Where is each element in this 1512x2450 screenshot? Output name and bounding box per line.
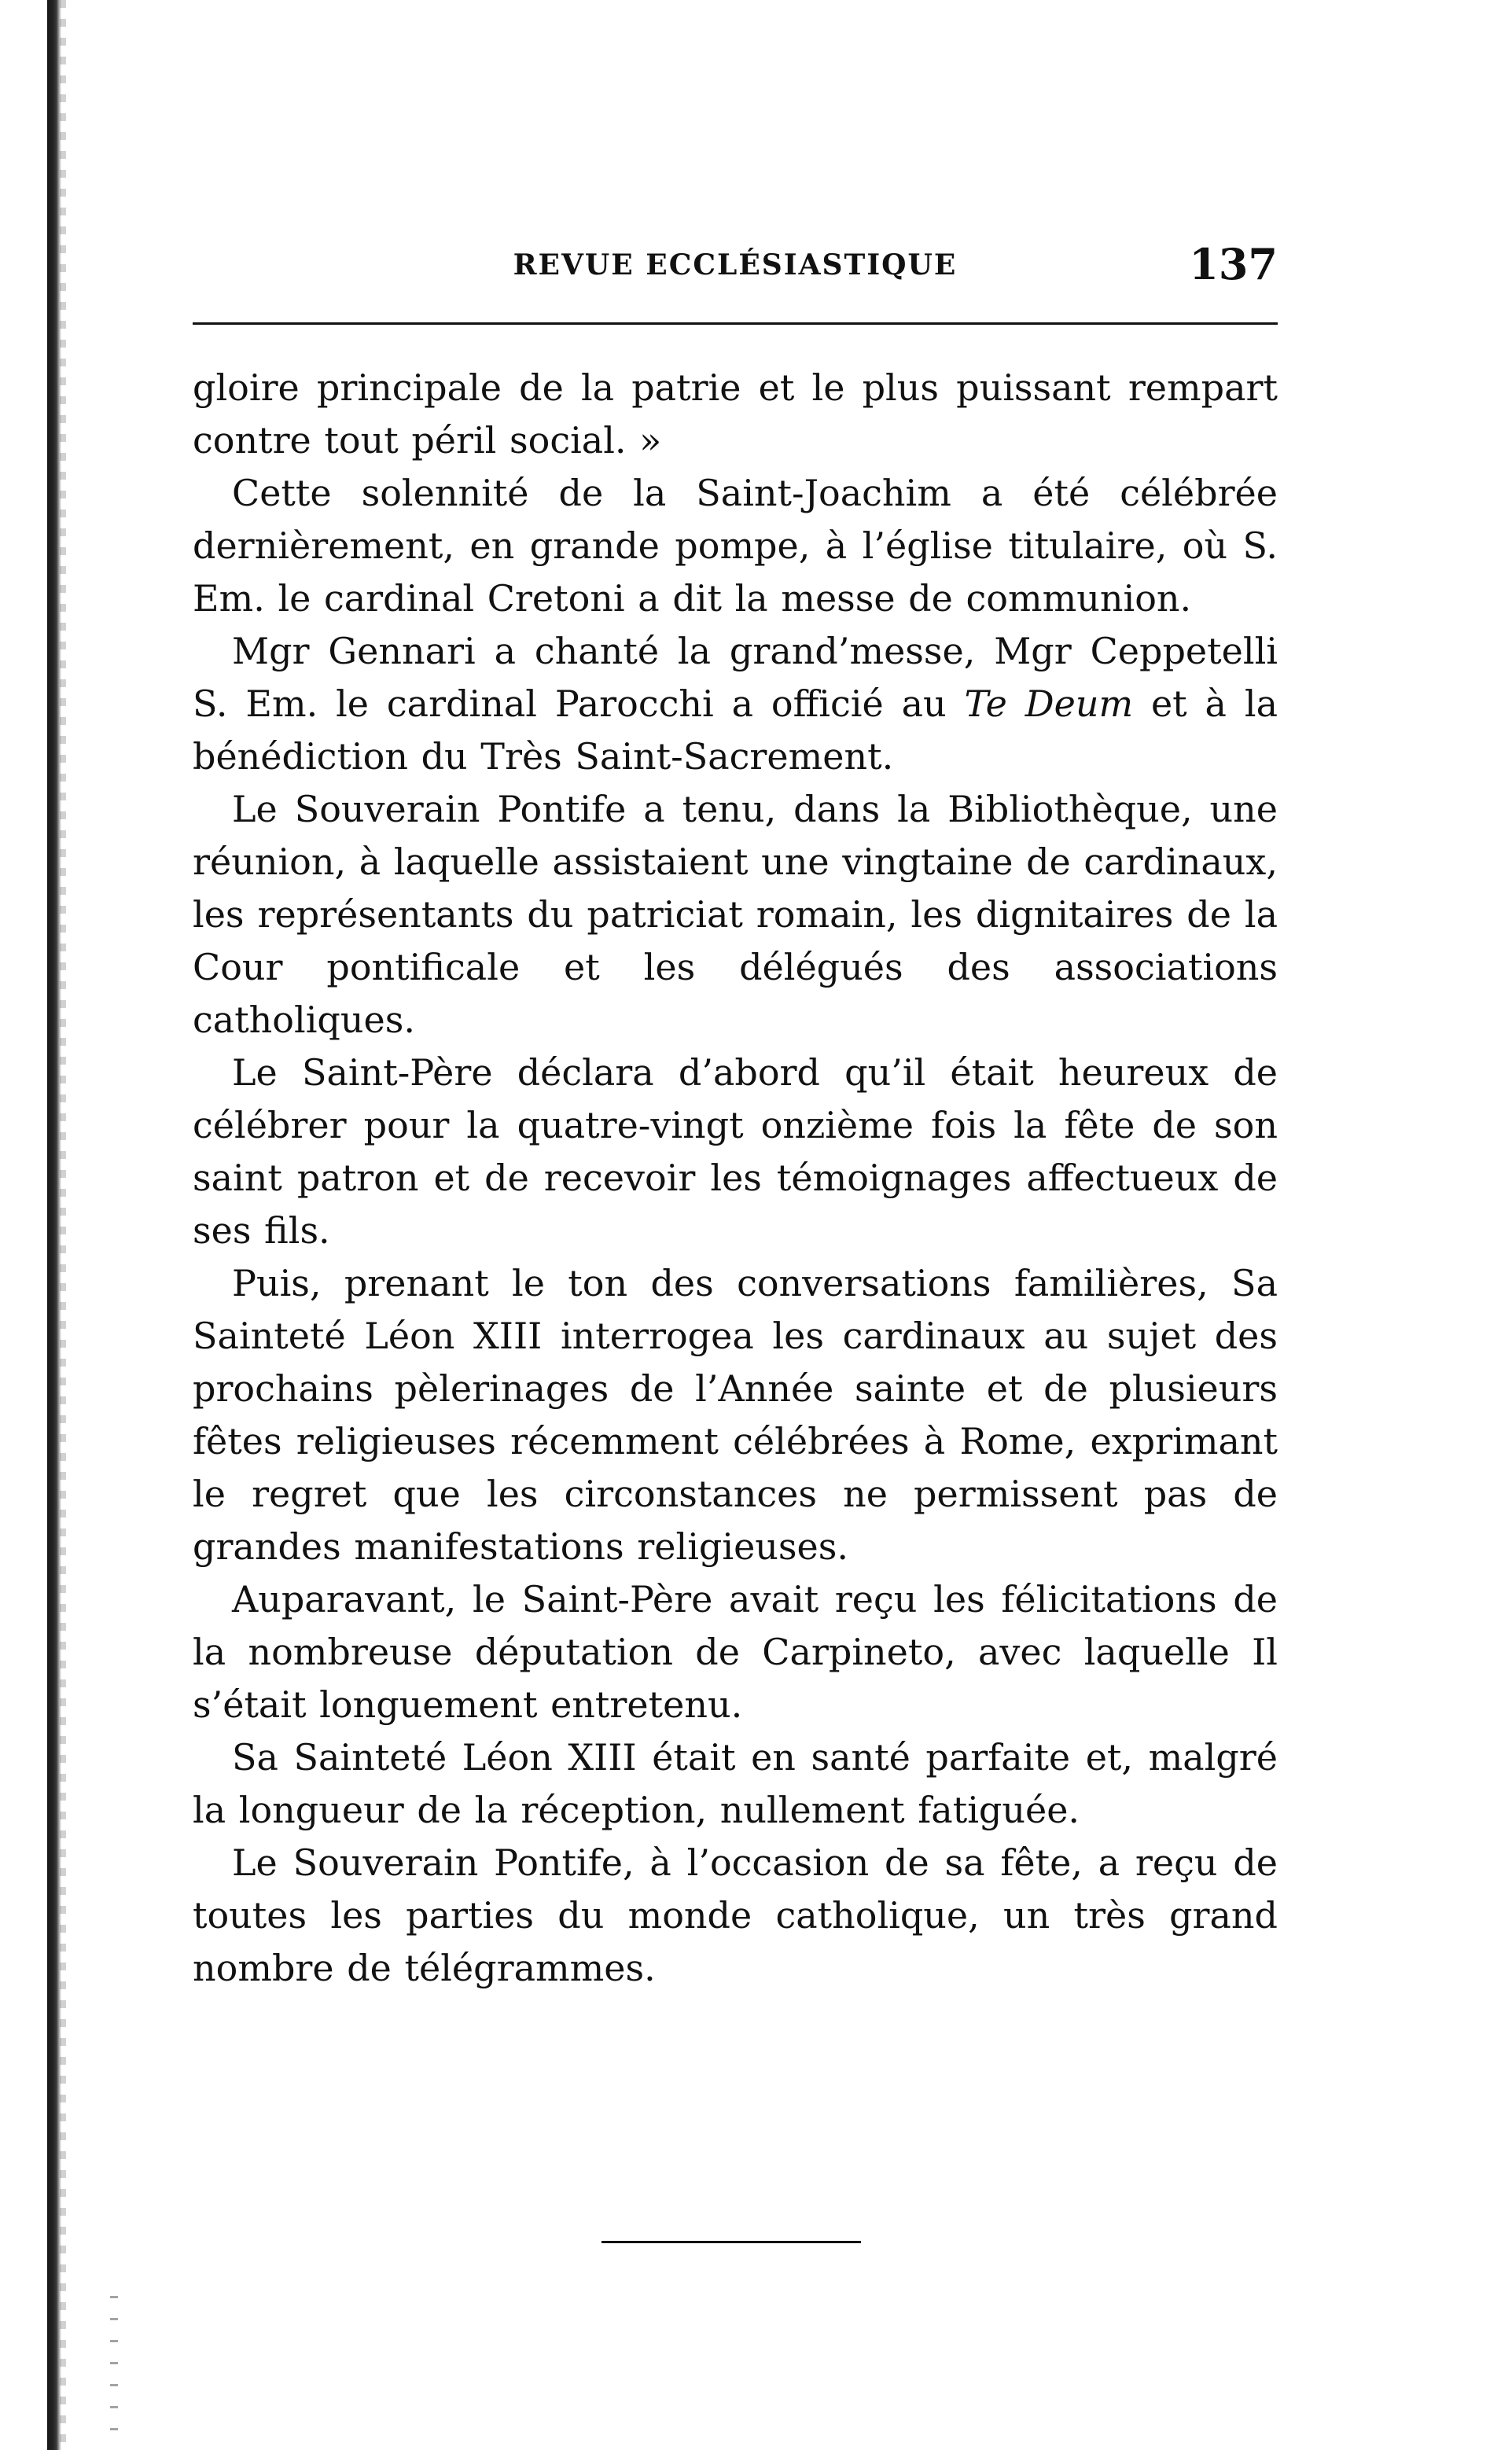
paragraph-5 — [193, 1047, 1278, 1257]
paragraph-2-text: Cette solennité de la Saint-Joachim a été célébrée dernièrement, en grande pompe, à l’église titulaire, où S. Em. le cardinal Cretoni a dit la messe de communion. — [193, 472, 1278, 620]
header-rule — [193, 322, 1278, 325]
running-head: REVUE ECCLÉSIASTIQUE — [513, 248, 958, 281]
paragraph-1-text: gloire principale de la patrie et le plus puissant rempart contre tout péril social. » — [193, 366, 1278, 462]
paragraph-9 — [193, 1837, 1278, 1995]
paragraph-9-text: Le Souverain Pontife, à l’occasion de sa fête, a reçu de toutes les parties du monde catholique, un très grand nombre de télégrammes. — [193, 1841, 1278, 1989]
paragraph-8 — [193, 1731, 1278, 1837]
paragraph-4-text: Le Souverain Pontife a tenu, dans la Bibliothèque, une réunion, à laquelle assistaient une vingtaine de cardinaux, les représentants du patriciat romain, les dignitaires de la Cour pontificale et les délégués des associations catholiques. — [193, 788, 1278, 1041]
paragraph-3-text-a: Mgr Gennari a chanté la grand’messe, Mgr Ceppetelli S. Em. le cardinal Parocchi a officié au — [193, 630, 1278, 725]
end-rule — [601, 2241, 861, 2243]
paragraph-4 — [193, 783, 1278, 1047]
te-deum-italic: Te Deum — [964, 682, 1134, 725]
scan-edge — [47, 0, 61, 2450]
paragraph-7 — [193, 1573, 1278, 1731]
page-number: 137 — [1189, 239, 1278, 289]
paragraph-2 — [193, 467, 1278, 625]
paragraph-6 — [193, 1257, 1278, 1573]
paragraph-6-text: Puis, prenant le ton des conversations familières, Sa Sainteté Léon XIII interrogea les cardinaux au sujet des prochains pèlerinages de l’Année sainte et de plusieurs fêtes religieuses récemment célébrées à Rome, exprimant le regret que les circonstances ne permissent pas de grandes manifestations religieuses. — [193, 1262, 1278, 1568]
paragraph-5-text: Le Saint-Père déclara d’abord qu’il était heureux de célébrer pour la quatre-vingt onzième fois la fête de son saint patron et de recevoir les témoignages affectueux de ses fils. — [193, 1051, 1278, 1252]
paragraph-3-text-b: et à la bénédiction du Très Saint-Sacrement. — [193, 682, 1278, 778]
paragraph-8-text: Sa Sainteté Léon XIII était en santé parfaite et, malgré la longueur de la réception, nullement fatiguée. — [193, 1736, 1278, 1831]
page-header — [193, 236, 1278, 307]
paragraph-7-text: Auparavant, le Saint-Père avait reçu les félicitations de la nombreuse députation de Carpineto, avec laquelle Il s’était longuement entretenu. — [193, 1578, 1278, 1726]
paragraph-3 — [193, 625, 1278, 783]
scan-specks — [110, 2296, 118, 2437]
body-text — [193, 362, 1278, 1995]
paragraph-1 — [193, 362, 1278, 467]
